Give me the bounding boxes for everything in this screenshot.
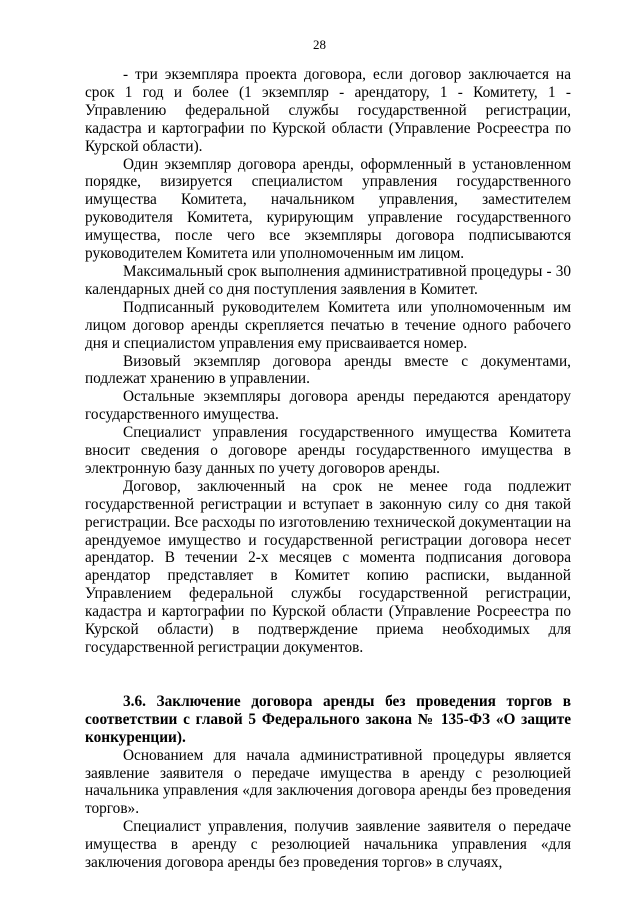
document-body (85, 66, 571, 872)
paragraph-copies: - три экземпляра проекта договора, если договор заключается на срок 1 год и более (1 экземпляр - арендатору, 1 - Комитету, 1 - Управлению федеральной службы государственной регистрации, кадастра и картографии по Курской области (Управление Росреестра по Курской области). (85, 66, 571, 155)
section-heading: 3.6. Заключение договора аренды без проведения торгов в соответствии с главой 5 Федерального закона № 135-ФЗ «О защите конкуренции). (85, 692, 571, 746)
paragraph-database: Специалист управления государственного имущества Комитета вносит сведения о договоре аренды государственного имущества в электронную базу данных по учету договоров аренды. (85, 424, 571, 477)
paragraph-registration: Договор, заключенный на срок не менее года подлежит государственной регистрации и вступает в законную силу со дня такой регистрации. Все расходы по изготовлению технической документации на арендуемое имущество и государственной регистрации договора несет арендатор. В течении 2-х месяцев с момента подписания договора арендатор представляет в Комитет копию расписки, выданной Управлением федеральной службы государственной регистрации, кадастра и картографии по Курской области (Управление Росреестра по Курской области) в подтверждение приема необходимых для государственной регистрации документов. (85, 477, 571, 656)
paragraph-specialist: Специалист управления, получив заявление заявителя о передаче имущества в аренду с резолюцией начальника управления «для заключения договора аренды без проведения торгов» в случаях, (85, 818, 571, 872)
paragraph-basis: Основанием для начала административной процедуры является заявление заявителя о передаче имущества в аренду с резолюцией начальника управления «для заключения договора аренды без проведения торгов». (85, 746, 571, 818)
section-spacer (85, 657, 571, 693)
paragraph-transfer: Остальные экземпляры договора аренды передаются арендатору государственного имущества. (85, 388, 571, 424)
paragraph-approval: Один экземпляр договора аренды, оформленный в установленном порядке, визируется специалистом управления государственного имущества Комитета, начальником управления, заместителем руководителя Комитета, курирующим управление государственного имущества, после чего все экземпляры договора подписываются руководителем Комитета или уполномоченным им лицом. (85, 155, 571, 263)
paragraph-storage: Визовый экземпляр договора аренды вместе с документами, подлежат хранению в управлении. (85, 352, 571, 388)
page-number: 28 (313, 37, 326, 52)
paragraph-seal: Подписанный руководителем Комитета или уполномоченным им лицом договор аренды скрепляется печатью в течение одного рабочего дня и специалистом управления ему присваивается номер. (85, 298, 571, 352)
paragraph-deadline: Максимальный срок выполнения административной процедуры - 30 календарных дней со дня поступления заявления в Комитет. (85, 262, 571, 298)
